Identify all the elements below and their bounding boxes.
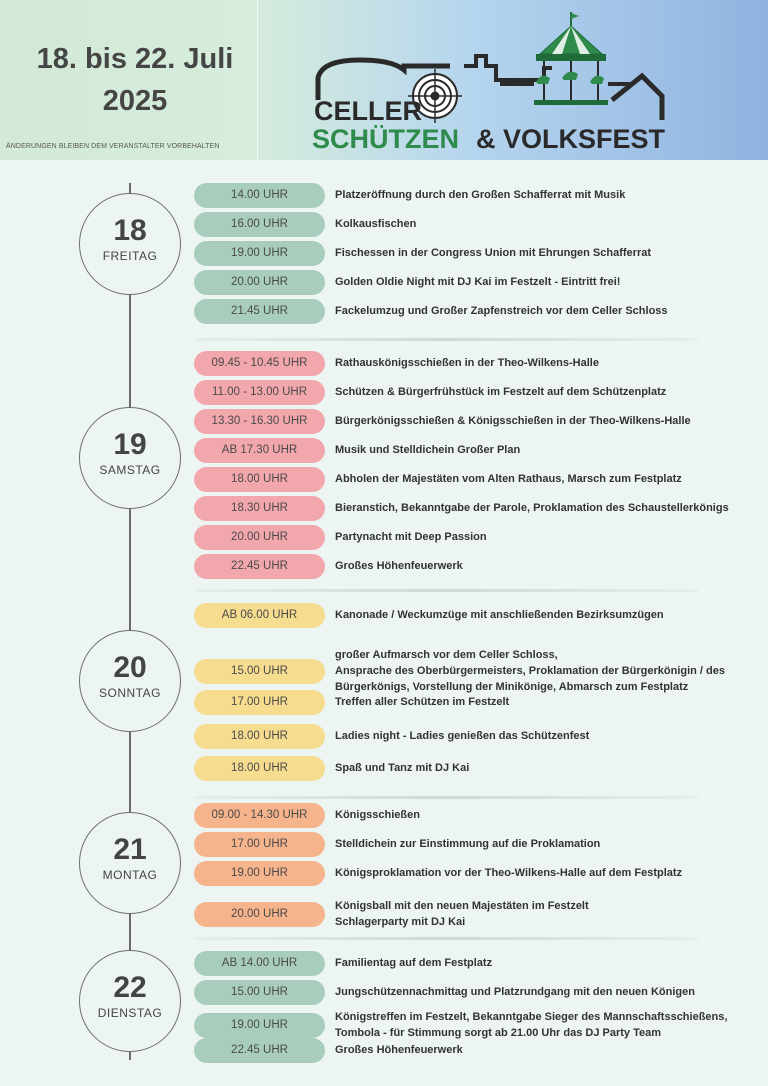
day-name: DIENSTAG [97,1006,163,1020]
event-description [335,1009,727,1041]
logo-celler: CELLER [314,96,422,126]
event-description [335,836,600,852]
event-description [335,647,725,695]
event-description [335,274,620,290]
event-date [20,38,250,122]
day-divider [194,589,698,592]
event-description [335,728,589,744]
event-time-pill: 19.00 UHR [194,1013,325,1038]
event-time-pill: AB 14.00 UHR [194,951,325,976]
event-description-line: Familientag auf dem Festplatz [335,957,493,969]
date-year: 2025 [102,85,168,117]
day-circle [79,812,181,914]
event-description [335,607,664,623]
event-description-line: Tombola - für Stimmung sorgt ab 21.00 Uhr das DJ Party Team [335,1027,661,1039]
event-description-line: Bürgerkönigsschießen & Königsschießen in der Theo-Wilkens-Halle [335,415,691,427]
event-description-line: Ansprache des Oberbürgermeisters, Proklamation der Bürgerkönigin / des [335,665,726,677]
day-circle [79,950,181,1052]
event-time-pill: 18.00 UHR [194,467,325,492]
event-time-pill: 20.00 UHR [194,270,325,295]
carousel-icon [534,12,608,105]
event-time-pill: 19.00 UHR [194,241,325,266]
event-time-pill: 09.00 - 14.30 UHR [194,803,325,828]
event-time-pill: 21.45 UHR [194,299,325,324]
event-description [335,303,668,319]
event-description-line: Bürgerkönigs, Vorstellung der Minikönige, Abmarsch zum Festplatz [335,681,689,693]
event-description-line: Kolkausfischen [335,218,417,230]
event-description [335,955,492,971]
event-time-pill: AB 06.00 UHR [194,603,325,628]
event-time-pill: 15.00 UHR [194,659,325,684]
day-circle [79,630,181,732]
day-number: 21 [113,833,147,866]
event-time-pill: 14.00 UHR [194,183,325,208]
event-description [335,355,599,371]
header [0,0,768,160]
event-time-pill: 17.00 UHR [194,832,325,857]
event-description-line: Rathauskönigsschießen in der Theo-Wilkens-Halle [335,357,599,369]
event-time-pill: 09.45 - 10.45 UHR [194,351,325,376]
event-description-line: Musik und Stelldichein Großer Plan [335,444,521,456]
event-description-line: Partynacht mit Deep Passion [335,531,487,543]
timeline-line [129,183,131,1060]
day-circle [79,193,181,295]
event-time-pill: 22.45 UHR [194,1038,325,1063]
event-description [335,245,651,261]
day-name: MONTAG [102,868,158,882]
event-description-line: Stelldichein zur Einstimmung auf die Proklamation [335,838,601,850]
event-time-pill: 17.00 UHR [194,690,325,715]
day-divider [194,338,698,341]
event-description-line: Golden Oldie Night mit DJ Kai im Festzelt - Eintritt frei! [335,276,621,288]
day-number: 18 [113,214,147,247]
event-description [335,529,487,545]
event-description-line: Spaß und Tanz mit DJ Kai [335,762,470,774]
header-date-panel [0,0,258,160]
day-number: 20 [113,651,147,684]
event-description [335,187,625,203]
event-time-pill: 16.00 UHR [194,212,325,237]
event-description [335,898,589,930]
event-description [335,413,691,429]
event-description-line: Abholen der Majestäten vom Alten Rathaus, Marsch zum Festplatz [335,473,682,485]
event-time-pill: 18.00 UHR [194,756,325,781]
event-description-line: Schützen & Bürgerfrühstück im Festzelt auf dem Schützenplatz [335,386,667,398]
event-description-line: Königsschießen [335,809,420,821]
event-time-pill: 20.00 UHR [194,902,325,927]
day-number: 22 [113,971,147,1004]
event-description-line: Fischessen in der Congress Union mit Ehrungen Schafferrat [335,247,652,259]
event-description [335,1042,463,1058]
day-circle [79,407,181,509]
event-time-pill: 22.45 UHR [194,554,325,579]
day-name: SAMSTAG [99,463,161,477]
event-time-pill: 15.00 UHR [194,980,325,1005]
logo-volksfest: & VOLKSFEST [476,124,666,154]
event-description-line: großer Aufmarsch vor dem Celler Schloss, [335,649,558,661]
event-description [335,984,695,1000]
event-time-pill: 11.00 - 13.00 UHR [194,380,325,405]
event-description [335,384,666,400]
festival-logo [300,8,690,156]
event-description-line: Bieranstich, Bekanntgabe der Parole, Proklamation des Schaustellerkönigs [335,502,729,514]
event-description [335,216,416,232]
event-description-line: Königsball mit den neuen Majestäten im Festzelt [335,900,589,912]
event-description-line: Königsproklamation vor der Theo-Wilkens-Halle auf dem Festplatz [335,867,683,879]
day-divider [194,937,698,940]
event-description [335,694,509,710]
event-description-line: Großes Höhenfeuerwerk [335,560,463,572]
event-time-pill: 13.30 - 16.30 UHR [194,409,325,434]
event-description-line: Treffen aller Schützen im Festzelt [335,696,510,708]
event-description [335,471,682,487]
event-description-line: Großes Höhenfeuerwerk [335,1044,463,1056]
logo-schuetzen: SCHÜTZEN [312,124,459,154]
event-description-line: Schlagerparty mit DJ Kai [335,916,466,928]
event-description [335,558,463,574]
event-description [335,865,682,881]
event-description-line: Jungschützennachmittag und Platzrundgang mit den neuen Königen [335,986,695,998]
day-number: 19 [113,428,147,461]
event-description-line: Fackelumzug und Großer Zapfenstreich vor dem Celler Schloss [335,305,668,317]
event-time-pill: 19.00 UHR [194,861,325,886]
event-description [335,442,520,458]
day-name: FREITAG [102,249,158,263]
event-description-line: Kanonade / Weckumzüge mit anschließenden Bezirksumzügen [335,609,664,621]
event-description-line: Ladies night - Ladies genießen das Schützenfest [335,730,590,742]
event-time-pill: 20.00 UHR [194,525,325,550]
event-description [335,807,420,823]
event-description [335,760,469,776]
day-name: SONNTAG [99,686,161,700]
event-description-line: Platzeröffnung durch den Großen Schafferrat mit Musik [335,189,626,201]
event-time-pill: 18.30 UHR [194,496,325,521]
event-time-pill: 18.00 UHR [194,724,325,749]
date-range: 18. bis 22. Juli [36,43,234,75]
event-time-pill: AB 17.30 UHR [194,438,325,463]
event-description-line: Königstreffen im Festzelt, Bekanntgabe Sieger des Mannschaftsschießens, [335,1011,728,1023]
event-description [335,500,729,516]
day-divider [194,796,698,799]
disclaimer: ÄNDERUNGEN BLEIBEN DEM VERANSTALTER VORBEHALTEN [6,143,220,150]
